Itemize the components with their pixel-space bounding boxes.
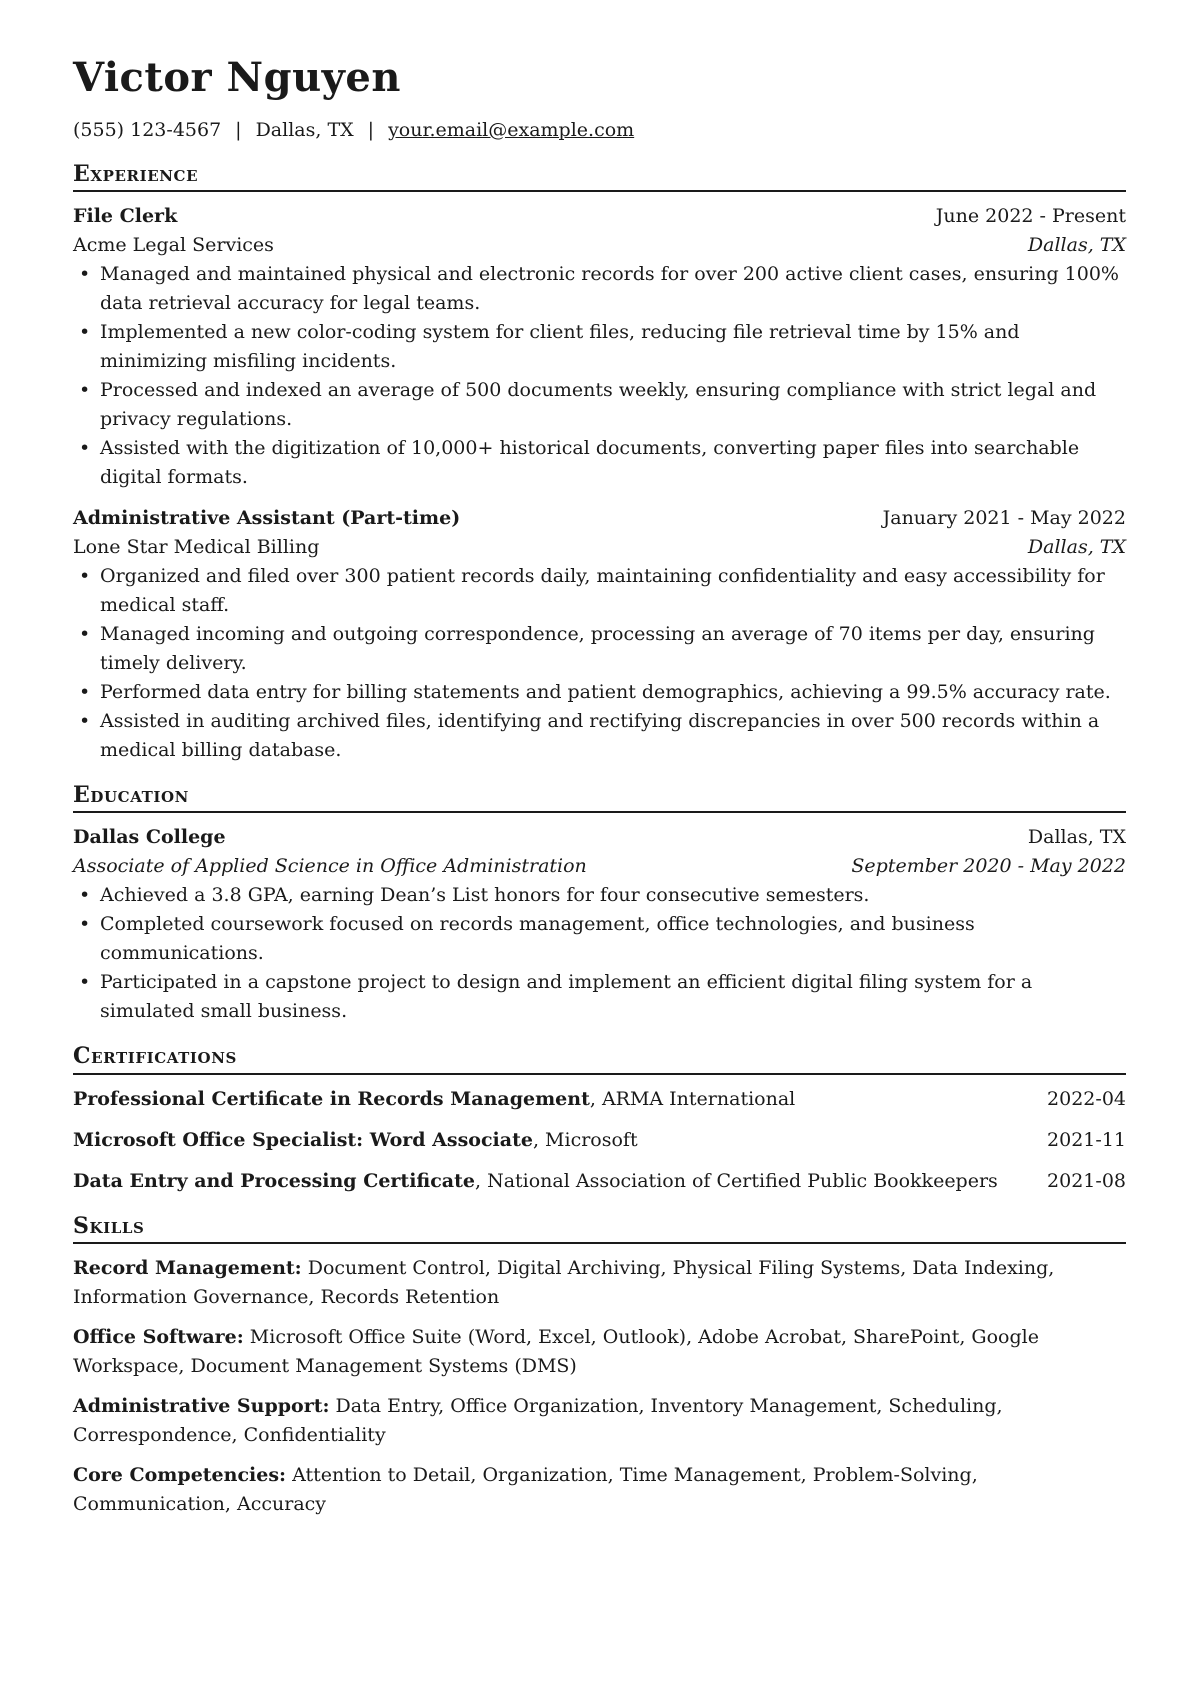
skill-values: Data Entry, Office Organization, Inventory Management, Scheduling, Correspondence, Confidentiality [73, 1394, 1003, 1446]
job-dates: January 2021 - May 2022 [882, 507, 1126, 530]
bullet-item: • Performed data entry for billing statements and patient demographics, achieving a 99.5% accuracy rate. [73, 678, 1126, 707]
location: Dallas, TX [255, 119, 354, 141]
bullet-icon: • [79, 623, 91, 646]
certification-name: Professional Certificate in Records Management [73, 1087, 590, 1110]
job-title: File Clerk [73, 205, 178, 228]
certification-item [73, 1126, 1126, 1155]
skill-group [73, 1254, 1126, 1312]
email-link[interactable]: your.email@example.com [388, 119, 635, 141]
bullet-item: • Managed and maintained physical and electronic records for over 200 active client cases, ensuring 100% data retrieval accuracy for legal teams. [73, 260, 1126, 318]
bullet-icon: • [79, 884, 91, 907]
skill-group [73, 1461, 1126, 1519]
separator: | [367, 119, 375, 141]
bullet-item: • Completed coursework focused on records management, office technologies, and business communications. [73, 910, 1126, 968]
job-bullets [73, 260, 1126, 492]
section-heading-experience: Experience [73, 162, 1126, 192]
bullet-item: • Assisted in auditing archived files, identifying and rectifying discrepancies in over 500 records within a medical billing database. [73, 707, 1126, 765]
education-bullets [73, 881, 1126, 1026]
bullet-icon: • [79, 681, 91, 704]
certifications-section [73, 1044, 1126, 1195]
bullet-item: • Assisted with the digitization of 10,000+ historical documents, converting paper files into searchable digital formats. [73, 434, 1126, 492]
bullet-icon: • [79, 379, 91, 402]
skill-label: Office Software: [73, 1325, 244, 1348]
bullet-icon: • [79, 263, 91, 286]
skill-values: Attention to Detail, Organization, Time Management, Problem-Solving, Communication, Accuracy [73, 1463, 978, 1515]
skill-group [73, 1323, 1126, 1381]
certification-name: Microsoft Office Specialist: Word Associate [73, 1128, 533, 1151]
bullet-icon: • [79, 710, 91, 733]
skill-values: Document Control, Digital Archiving, Physical Filing Systems, Data Indexing, Information Governance, Records Retention [73, 1256, 1055, 1308]
candidate-name: Victor Nguyen [73, 54, 401, 101]
skill-group [73, 1392, 1126, 1450]
phone: (555) 123-4567 [73, 119, 222, 141]
certification-date: 2021-11 [1047, 1128, 1126, 1151]
bullet-item: • Implemented a new color-coding system for client files, reducing file retrieval time by 15% and minimizing misfiling incidents. [73, 318, 1126, 376]
separator: | [235, 119, 242, 141]
job-dates: June 2022 - Present [935, 205, 1126, 228]
skill-label: Record Management: [73, 1256, 302, 1279]
bullet-item: • Participated in a capstone project to design and implement an efficient digital filing system for a simulated small business. [73, 968, 1126, 1026]
certification-issuer: , Microsoft [532, 1128, 638, 1151]
bullet-item: • Processed and indexed an average of 500 documents weekly, ensuring compliance with strict legal and privacy regulations. [73, 376, 1126, 434]
certification-issuer: , National Association of Certified Public Bookkeepers [474, 1169, 998, 1192]
bullet-icon: • [79, 321, 91, 344]
bullet-icon: • [79, 565, 91, 588]
job-entry [73, 504, 1126, 765]
job-entry [73, 202, 1126, 492]
certification-date: 2021-08 [1047, 1169, 1126, 1192]
school-name: Dallas College [73, 826, 226, 849]
certification-name: Data Entry and Processing Certificate [73, 1169, 475, 1192]
section-heading-education: Education [73, 783, 1126, 813]
certification-date: 2022-04 [1047, 1087, 1126, 1110]
job-location: Dallas, TX [1027, 234, 1126, 257]
bullet-icon: • [79, 437, 91, 460]
certification-item [73, 1085, 1126, 1114]
company-name: Acme Legal Services [73, 234, 274, 257]
school-location: Dallas, TX [1027, 826, 1126, 849]
skill-values: Microsoft Office Suite (Word, Excel, Outlook), Adobe Acrobat, SharePoint, Google Workspace, Document Management Systems (DMS) [73, 1325, 1039, 1377]
degree: Associate of Applied Science in Office Administration [73, 855, 587, 878]
job-bullets [73, 562, 1126, 765]
experience-section [73, 162, 1126, 765]
job-title: Administrative Assistant (Part-time) [73, 507, 461, 530]
resume-page [73, 54, 1126, 1530]
education-section [73, 783, 1126, 1026]
contact-line [73, 116, 1126, 144]
job-location: Dallas, TX [1027, 536, 1126, 559]
certification-issuer: , ARMA International [589, 1087, 796, 1110]
skill-label: Core Competencies: [73, 1463, 287, 1486]
skill-label: Administrative Support: [73, 1394, 330, 1417]
company-name: Lone Star Medical Billing [73, 536, 320, 559]
bullet-item: • Organized and filed over 300 patient records daily, maintaining confidentiality and easy accessibility for medical staff. [73, 562, 1126, 620]
certification-item [73, 1167, 1126, 1196]
education-dates: September 2020 - May 2022 [851, 855, 1126, 878]
bullet-item: • Achieved a 3.8 GPA, earning Dean’s List honors for four consecutive semesters. [73, 881, 1126, 910]
bullet-icon: • [79, 971, 91, 994]
skills-section [73, 1214, 1126, 1519]
section-heading-certifications: Certifications [73, 1044, 1126, 1074]
bullet-item: • Managed incoming and outgoing correspondence, processing an average of 70 items per day, ensuring timely delivery. [73, 620, 1126, 678]
section-heading-skills: Skills [73, 1214, 1126, 1244]
bullet-icon: • [79, 913, 91, 936]
